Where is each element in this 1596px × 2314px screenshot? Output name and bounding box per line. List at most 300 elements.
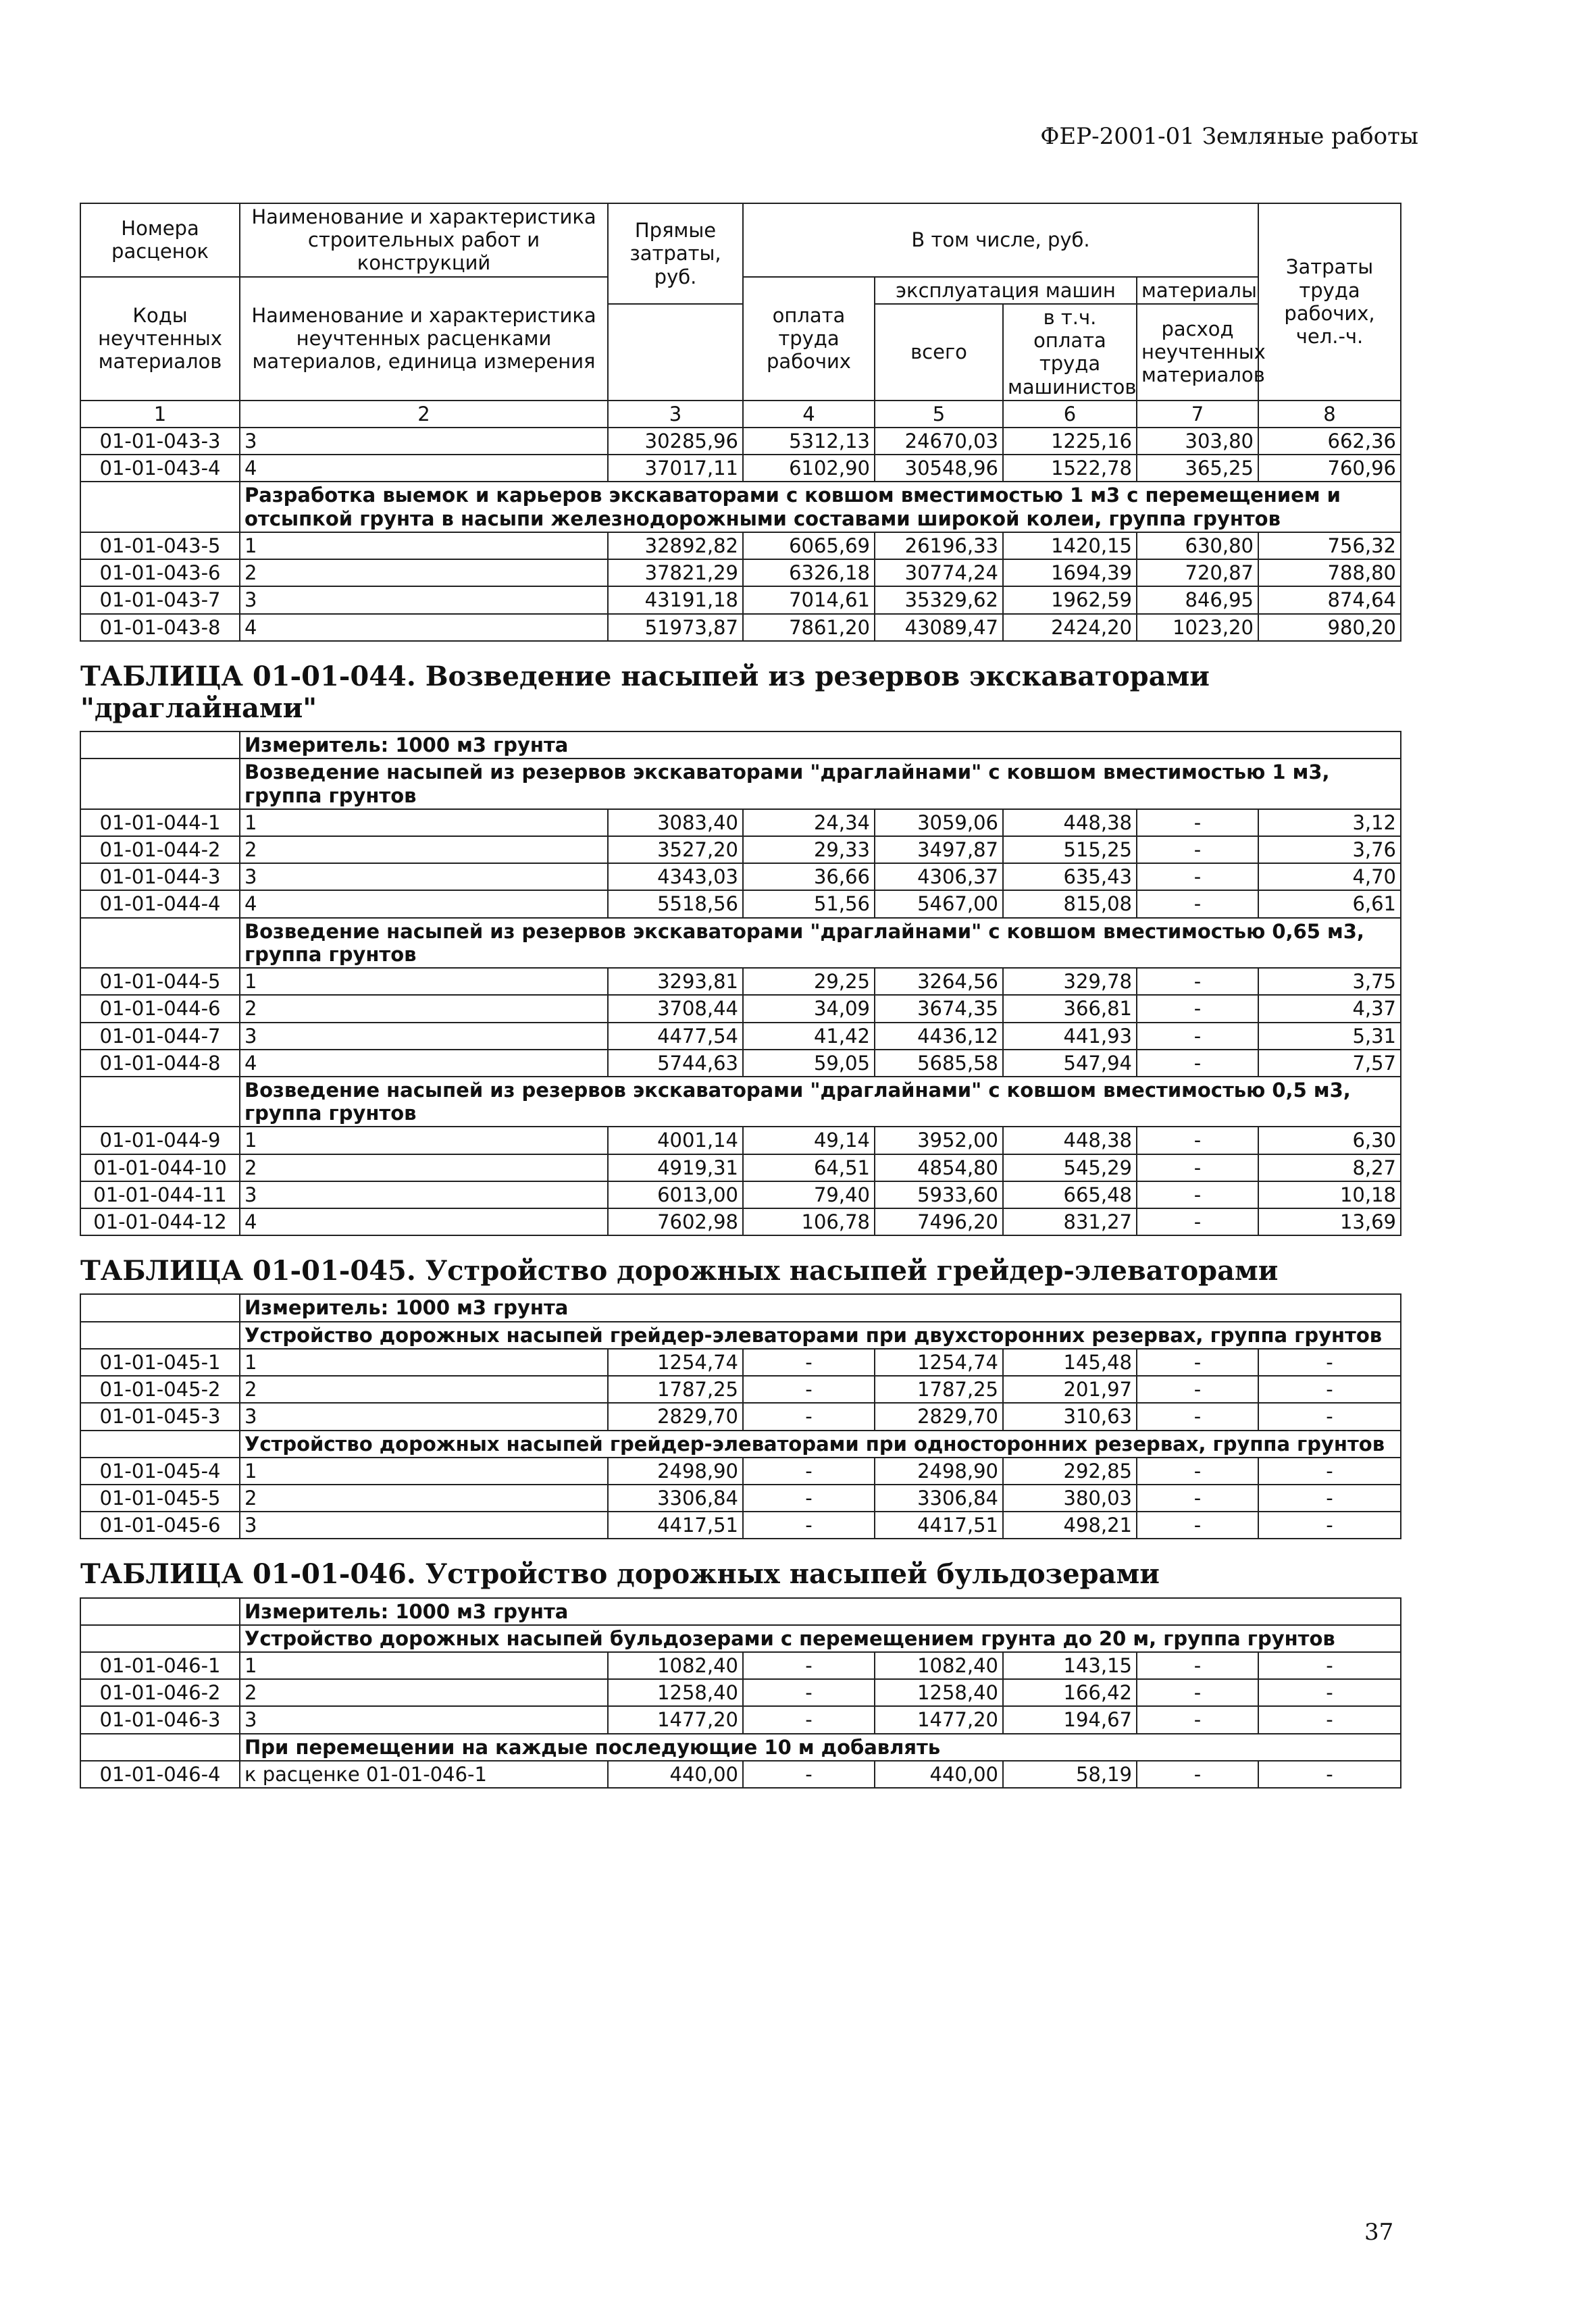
value-cell: 194,67 — [1003, 1706, 1137, 1733]
value-cell: 30774,24 — [875, 559, 1003, 586]
value-cell: - — [743, 1652, 875, 1679]
value-cell: - — [1137, 995, 1258, 1022]
rate-code-cell: 01-01-043-3 — [80, 428, 240, 455]
soil-group-cell: к расценке 01-01-046-1 — [240, 1761, 608, 1788]
description-spacer — [80, 1077, 240, 1127]
soil-group-cell: 2 — [240, 995, 608, 1022]
rate-code-cell: 01-01-045-4 — [80, 1458, 240, 1485]
header-spacer — [608, 304, 743, 401]
column-number-cell: 3 — [608, 401, 743, 428]
value-cell: 5,31 — [1258, 1023, 1401, 1050]
section-description: Устройство дорожных насыпей грейдер-элеваторами при двухсторонних резервах, группа грунтов — [240, 1322, 1401, 1349]
table-row — [80, 1154, 1401, 1181]
value-cell: - — [1137, 1181, 1258, 1208]
value-cell: 665,48 — [1003, 1181, 1137, 1208]
rate-code-cell: 01-01-043-8 — [80, 614, 240, 641]
value-cell: 41,42 — [743, 1023, 875, 1050]
col-operators-pay-header: в т.ч. оплата труда машинистов — [1003, 304, 1137, 401]
table-row — [80, 532, 1401, 559]
value-cell: 831,27 — [1003, 1208, 1137, 1235]
value-cell: 6326,18 — [743, 559, 875, 586]
description-spacer — [80, 918, 240, 968]
measure-row — [80, 731, 1401, 759]
value-cell: 815,08 — [1003, 890, 1137, 917]
soil-group-cell: 2 — [240, 1376, 608, 1403]
value-cell: 201,97 — [1003, 1376, 1137, 1403]
value-cell: 58,19 — [1003, 1761, 1137, 1788]
table-row — [80, 1485, 1401, 1512]
value-cell: 4854,80 — [875, 1154, 1003, 1181]
value-cell: 448,38 — [1003, 1127, 1137, 1154]
value-cell: 5744,63 — [608, 1050, 743, 1077]
rates-table — [80, 203, 1401, 1789]
value-cell: 37821,29 — [608, 559, 743, 586]
value-cell: - — [1258, 1403, 1401, 1430]
value-cell: - — [1137, 1512, 1258, 1539]
value-cell: - — [1137, 1706, 1258, 1733]
rate-code-cell: 01-01-045-6 — [80, 1512, 240, 1539]
rate-code-cell: 01-01-043-5 — [80, 532, 240, 559]
value-cell: 3952,00 — [875, 1127, 1003, 1154]
column-number-cell: 2 — [240, 401, 608, 428]
column-number-cell: 7 — [1137, 401, 1258, 428]
value-cell: - — [1258, 1761, 1401, 1788]
table-title: ТАБЛИЦА 01-01-044. Возведение насыпей из резервов экскаваторами "драглайнами" — [80, 660, 1210, 724]
col-material-codes-header: Коды неучтенных материалов — [80, 277, 240, 401]
rate-code-cell: 01-01-044-9 — [80, 1127, 240, 1154]
value-cell: 24670,03 — [875, 428, 1003, 455]
section-description-row — [80, 1077, 1401, 1127]
value-cell: 3059,06 — [875, 809, 1003, 836]
value-cell: - — [1137, 1050, 1258, 1077]
value-cell: 1787,25 — [608, 1376, 743, 1403]
column-number-cell: 6 — [1003, 401, 1137, 428]
table-row — [80, 559, 1401, 586]
value-cell: 440,00 — [875, 1761, 1003, 1788]
section-description: Возведение насыпей из резервов экскаваторами "драглайнами" с ковшом вместимостью 1 м3, группа грунтов — [240, 759, 1401, 808]
value-cell: 51973,87 — [608, 614, 743, 641]
value-cell: 43089,47 — [875, 614, 1003, 641]
value-cell: - — [743, 1761, 875, 1788]
value-cell: 145,48 — [1003, 1349, 1137, 1376]
table-row — [80, 614, 1401, 641]
table-title: ТАБЛИЦА 01-01-046. Устройство дорожных насыпей бульдозерами — [80, 1558, 1160, 1591]
soil-group-cell: 2 — [240, 1485, 608, 1512]
soil-group-cell: 1 — [240, 1458, 608, 1485]
col-rate-numbers-header: Номера расценок — [80, 203, 240, 277]
value-cell: 2498,90 — [875, 1458, 1003, 1485]
table-row — [80, 586, 1401, 613]
table-row — [80, 1376, 1401, 1403]
section-description: Возведение насыпей из резервов экскаваторами "драглайнами" с ковшом вместимостью 0,5 м3, группа грунтов — [240, 1077, 1401, 1127]
value-cell: 1522,78 — [1003, 455, 1137, 482]
section-description: При перемещении на каждые последующие 10 м добавлять — [240, 1734, 1401, 1761]
table-row — [80, 968, 1401, 995]
section-description-row — [80, 1322, 1401, 1349]
value-cell: 7496,20 — [875, 1208, 1003, 1235]
col-materials-header: материалы — [1137, 277, 1258, 304]
column-number-cell: 8 — [1258, 401, 1401, 428]
value-cell: 4306,37 — [875, 863, 1003, 890]
value-cell: 10,18 — [1258, 1181, 1401, 1208]
value-cell: 6065,69 — [743, 532, 875, 559]
table-title-row — [80, 1235, 1401, 1294]
value-cell: - — [1258, 1512, 1401, 1539]
value-cell: 3708,44 — [608, 995, 743, 1022]
value-cell: 1082,40 — [875, 1652, 1003, 1679]
value-cell: 1082,40 — [608, 1652, 743, 1679]
rate-code-cell: 01-01-045-3 — [80, 1403, 240, 1430]
col-material-consumption-header: расход неучтенных материалов — [1137, 304, 1258, 401]
value-cell: 3497,87 — [875, 836, 1003, 863]
soil-group-cell: 4 — [240, 1050, 608, 1077]
value-cell: - — [743, 1376, 875, 1403]
table-row — [80, 1761, 1401, 1788]
value-cell: 4417,51 — [875, 1512, 1003, 1539]
value-cell: 32892,82 — [608, 532, 743, 559]
value-cell: 13,69 — [1258, 1208, 1401, 1235]
description-spacer — [80, 1734, 240, 1761]
soil-group-cell: 3 — [240, 1181, 608, 1208]
soil-group-cell: 2 — [240, 1154, 608, 1181]
table-row — [80, 1512, 1401, 1539]
value-cell: - — [1137, 863, 1258, 890]
value-cell: - — [1258, 1485, 1401, 1512]
value-cell: - — [1137, 1376, 1258, 1403]
soil-group-cell: 3 — [240, 1403, 608, 1430]
soil-group-cell: 4 — [240, 455, 608, 482]
rate-code-cell: 01-01-044-3 — [80, 863, 240, 890]
value-cell: - — [743, 1403, 875, 1430]
value-cell: - — [1137, 1127, 1258, 1154]
value-cell: 1694,39 — [1003, 559, 1137, 586]
value-cell: 788,80 — [1258, 559, 1401, 586]
value-cell: 1477,20 — [608, 1706, 743, 1733]
value-cell: 3,12 — [1258, 809, 1401, 836]
table-row — [80, 1403, 1401, 1430]
rate-code-cell: 01-01-046-4 — [80, 1761, 240, 1788]
measure-unit: Измеритель: 1000 м3 грунта — [240, 731, 1401, 759]
soil-group-cell: 3 — [240, 428, 608, 455]
rate-code-cell: 01-01-043-7 — [80, 586, 240, 613]
value-cell: - — [1137, 1679, 1258, 1706]
value-cell: 5312,13 — [743, 428, 875, 455]
rate-code-cell: 01-01-044-6 — [80, 995, 240, 1022]
table-row — [80, 455, 1401, 482]
measure-spacer — [80, 1598, 240, 1625]
col-machines-header: эксплуатация машин — [875, 277, 1137, 304]
value-cell: 5685,58 — [875, 1050, 1003, 1077]
value-cell: 980,20 — [1258, 614, 1401, 641]
rate-code-cell: 01-01-044-5 — [80, 968, 240, 995]
soil-group-cell: 1 — [240, 1652, 608, 1679]
value-cell: 846,95 — [1137, 586, 1258, 613]
value-cell: 3083,40 — [608, 809, 743, 836]
rate-code-cell: 01-01-044-8 — [80, 1050, 240, 1077]
value-cell: - — [1137, 836, 1258, 863]
value-cell: 2498,90 — [608, 1458, 743, 1485]
column-number-cell: 5 — [875, 401, 1003, 428]
value-cell: 3293,81 — [608, 968, 743, 995]
value-cell: 1254,74 — [608, 1349, 743, 1376]
measure-unit: Измеритель: 1000 м3 грунта — [240, 1598, 1401, 1625]
value-cell: - — [743, 1485, 875, 1512]
table-row — [80, 890, 1401, 917]
value-cell: - — [1137, 809, 1258, 836]
description-spacer — [80, 482, 240, 532]
value-cell: 1258,40 — [875, 1679, 1003, 1706]
value-cell: 4919,31 — [608, 1154, 743, 1181]
value-cell: 4,37 — [1258, 995, 1401, 1022]
soil-group-cell: 1 — [240, 1349, 608, 1376]
value-cell: 545,29 — [1003, 1154, 1137, 1181]
value-cell: 303,80 — [1137, 428, 1258, 455]
value-cell: - — [1258, 1376, 1401, 1403]
value-cell: 79,40 — [743, 1181, 875, 1208]
value-cell: 1254,74 — [875, 1349, 1003, 1376]
value-cell: - — [1137, 890, 1258, 917]
value-cell: 1962,59 — [1003, 586, 1137, 613]
value-cell: - — [1137, 1208, 1258, 1235]
table-row — [80, 1679, 1401, 1706]
value-cell: 37017,11 — [608, 455, 743, 482]
col-direct-costs-header: Прямые затраты, руб. — [608, 203, 743, 304]
soil-group-cell: 4 — [240, 1208, 608, 1235]
value-cell: 1258,40 — [608, 1679, 743, 1706]
value-cell: 2829,70 — [875, 1403, 1003, 1430]
rate-code-cell: 01-01-043-6 — [80, 559, 240, 586]
value-cell: 720,87 — [1137, 559, 1258, 586]
value-cell: 329,78 — [1003, 968, 1137, 995]
value-cell: 760,96 — [1258, 455, 1401, 482]
table-title-row — [80, 1539, 1401, 1597]
soil-group-cell: 4 — [240, 614, 608, 641]
value-cell: 5467,00 — [875, 890, 1003, 917]
measure-spacer — [80, 1294, 240, 1321]
col-group-header: В том числе, руб. — [743, 203, 1258, 277]
value-cell: 5933,60 — [875, 1181, 1003, 1208]
soil-group-cell: 2 — [240, 836, 608, 863]
value-cell: - — [1137, 1458, 1258, 1485]
col-work-name-header: Наименование и характеристика строительных работ и конструкций — [240, 203, 608, 277]
value-cell: - — [1137, 968, 1258, 995]
value-cell: - — [1137, 1652, 1258, 1679]
measure-row — [80, 1598, 1401, 1625]
value-cell: 7,57 — [1258, 1050, 1401, 1077]
value-cell: - — [1137, 1403, 1258, 1430]
value-cell: 874,64 — [1258, 586, 1401, 613]
value-cell: - — [1258, 1458, 1401, 1485]
value-cell: 498,21 — [1003, 1512, 1137, 1539]
value-cell: 3674,35 — [875, 995, 1003, 1022]
rate-code-cell: 01-01-044-2 — [80, 836, 240, 863]
section-description-row — [80, 918, 1401, 968]
table-title: ТАБЛИЦА 01-01-045. Устройство дорожных насыпей грейдер-элеваторами — [80, 1255, 1279, 1287]
value-cell: 3527,20 — [608, 836, 743, 863]
value-cell: 448,38 — [1003, 809, 1137, 836]
soil-group-cell: 2 — [240, 559, 608, 586]
table-row — [80, 1208, 1401, 1235]
value-cell: - — [1258, 1706, 1401, 1733]
value-cell: 3,75 — [1258, 968, 1401, 995]
value-cell: 26196,33 — [875, 532, 1003, 559]
value-cell: - — [743, 1512, 875, 1539]
section-description: Разработка выемок и карьеров экскаваторами с ковшом вместимостью 1 м3 с перемещением и отсыпкой грунта в насыпи железнодорожными составами широкой колеи, группа грунтов — [240, 482, 1401, 532]
value-cell: 6013,00 — [608, 1181, 743, 1208]
description-spacer — [80, 1625, 240, 1652]
section-description-row — [80, 482, 1401, 532]
rate-code-cell: 01-01-044-7 — [80, 1023, 240, 1050]
value-cell: - — [743, 1706, 875, 1733]
value-cell: 29,33 — [743, 836, 875, 863]
value-cell: 3306,84 — [875, 1485, 1003, 1512]
value-cell: 4477,54 — [608, 1023, 743, 1050]
value-cell: 630,80 — [1137, 532, 1258, 559]
column-number-cell: 4 — [743, 401, 875, 428]
soil-group-cell: 3 — [240, 863, 608, 890]
value-cell: 635,43 — [1003, 863, 1137, 890]
section-description: Устройство дорожных насыпей грейдер-элеваторами при односторонних резервах, группа грунтов — [240, 1431, 1401, 1458]
value-cell: - — [1258, 1652, 1401, 1679]
section-description: Возведение насыпей из резервов экскаваторами "драглайнами" с ковшом вместимостью 0,65 м3, группа грунтов — [240, 918, 1401, 968]
col-material-name-header: Наименование и характеристика неучтенных расценками материалов, единица измерения — [240, 277, 608, 401]
value-cell: 756,32 — [1258, 532, 1401, 559]
value-cell: 7014,61 — [743, 586, 875, 613]
value-cell: 1023,20 — [1137, 614, 1258, 641]
table-row — [80, 1652, 1401, 1679]
soil-group-cell: 1 — [240, 532, 608, 559]
value-cell: 4001,14 — [608, 1127, 743, 1154]
value-cell: 106,78 — [743, 1208, 875, 1235]
value-cell: 292,85 — [1003, 1458, 1137, 1485]
value-cell: 3,76 — [1258, 836, 1401, 863]
value-cell: - — [1137, 1761, 1258, 1788]
table-row — [80, 1349, 1401, 1376]
section-description-row — [80, 1431, 1401, 1458]
value-cell: 440,00 — [608, 1761, 743, 1788]
table-row — [80, 1023, 1401, 1050]
section-description: Устройство дорожных насыпей бульдозерами с перемещением грунта до 20 м, группа грунтов — [240, 1625, 1401, 1652]
soil-group-cell: 1 — [240, 809, 608, 836]
table-row — [80, 836, 1401, 863]
value-cell: - — [1258, 1349, 1401, 1376]
value-cell: 380,03 — [1003, 1485, 1137, 1512]
col-labor-hours-header: Затраты труда рабочих, чел.-ч. — [1258, 203, 1401, 401]
soil-group-cell: 1 — [240, 1127, 608, 1154]
value-cell: 365,25 — [1137, 455, 1258, 482]
soil-group-cell: 2 — [240, 1679, 608, 1706]
rate-code-cell: 01-01-044-11 — [80, 1181, 240, 1208]
soil-group-cell: 3 — [240, 1023, 608, 1050]
rate-code-cell: 01-01-046-3 — [80, 1706, 240, 1733]
value-cell: 43191,18 — [608, 586, 743, 613]
description-spacer — [80, 1431, 240, 1458]
measure-row — [80, 1294, 1401, 1321]
rate-code-cell: 01-01-045-2 — [80, 1376, 240, 1403]
value-cell: - — [1137, 1485, 1258, 1512]
value-cell: 143,15 — [1003, 1652, 1137, 1679]
section-description-row — [80, 1734, 1401, 1761]
section-description-row — [80, 1625, 1401, 1652]
table-row — [80, 1458, 1401, 1485]
value-cell: 1787,25 — [875, 1376, 1003, 1403]
value-cell: 662,36 — [1258, 428, 1401, 455]
value-cell: 36,66 — [743, 863, 875, 890]
measure-unit: Измеритель: 1000 м3 грунта — [240, 1294, 1401, 1321]
rates-table-container — [80, 203, 1400, 1789]
value-cell: 441,93 — [1003, 1023, 1137, 1050]
value-cell: 30548,96 — [875, 455, 1003, 482]
table-row — [80, 1050, 1401, 1077]
column-numbers-row — [80, 401, 1401, 428]
col-worker-pay-header: оплата труда рабочих — [743, 277, 875, 401]
rate-code-cell: 01-01-045-1 — [80, 1349, 240, 1376]
value-cell: 8,27 — [1258, 1154, 1401, 1181]
rate-code-cell: 01-01-044-10 — [80, 1154, 240, 1181]
value-cell: 5518,56 — [608, 890, 743, 917]
value-cell: 64,51 — [743, 1154, 875, 1181]
value-cell: 30285,96 — [608, 428, 743, 455]
column-number-cell: 1 — [80, 401, 240, 428]
value-cell: 310,63 — [1003, 1403, 1137, 1430]
soil-group-cell: 3 — [240, 586, 608, 613]
table-row — [80, 1127, 1401, 1154]
value-cell: 59,05 — [743, 1050, 875, 1077]
value-cell: 366,81 — [1003, 995, 1137, 1022]
value-cell: 4,70 — [1258, 863, 1401, 890]
rates-table-body — [80, 428, 1401, 1788]
table-row — [80, 995, 1401, 1022]
value-cell: 6,61 — [1258, 890, 1401, 917]
value-cell: - — [743, 1349, 875, 1376]
rate-code-cell: 01-01-044-12 — [80, 1208, 240, 1235]
value-cell: 166,42 — [1003, 1679, 1137, 1706]
value-cell: - — [1137, 1023, 1258, 1050]
table-row — [80, 428, 1401, 455]
table-title-row — [80, 641, 1401, 731]
value-cell: 34,09 — [743, 995, 875, 1022]
value-cell: - — [1137, 1154, 1258, 1181]
value-cell: 49,14 — [743, 1127, 875, 1154]
value-cell: 35329,62 — [875, 586, 1003, 613]
col-machines-total-header: всего — [875, 304, 1003, 401]
value-cell: - — [1137, 1349, 1258, 1376]
value-cell: 51,56 — [743, 890, 875, 917]
measure-spacer — [80, 731, 240, 759]
soil-group-cell: 1 — [240, 968, 608, 995]
value-cell: - — [1258, 1679, 1401, 1706]
value-cell: - — [743, 1679, 875, 1706]
value-cell: 7602,98 — [608, 1208, 743, 1235]
soil-group-cell: 3 — [240, 1706, 608, 1733]
value-cell: 24,34 — [743, 809, 875, 836]
rate-code-cell: 01-01-046-1 — [80, 1652, 240, 1679]
value-cell: 1225,16 — [1003, 428, 1137, 455]
value-cell: 6,30 — [1258, 1127, 1401, 1154]
table-row — [80, 809, 1401, 836]
value-cell: 7861,20 — [743, 614, 875, 641]
value-cell: 4436,12 — [875, 1023, 1003, 1050]
value-cell: 1420,15 — [1003, 532, 1137, 559]
description-spacer — [80, 759, 240, 808]
description-spacer — [80, 1322, 240, 1349]
rate-code-cell: 01-01-043-4 — [80, 455, 240, 482]
value-cell: 29,25 — [743, 968, 875, 995]
rate-code-cell: 01-01-044-1 — [80, 809, 240, 836]
value-cell: 2829,70 — [608, 1403, 743, 1430]
value-cell: 6102,90 — [743, 455, 875, 482]
value-cell: 4343,03 — [608, 863, 743, 890]
